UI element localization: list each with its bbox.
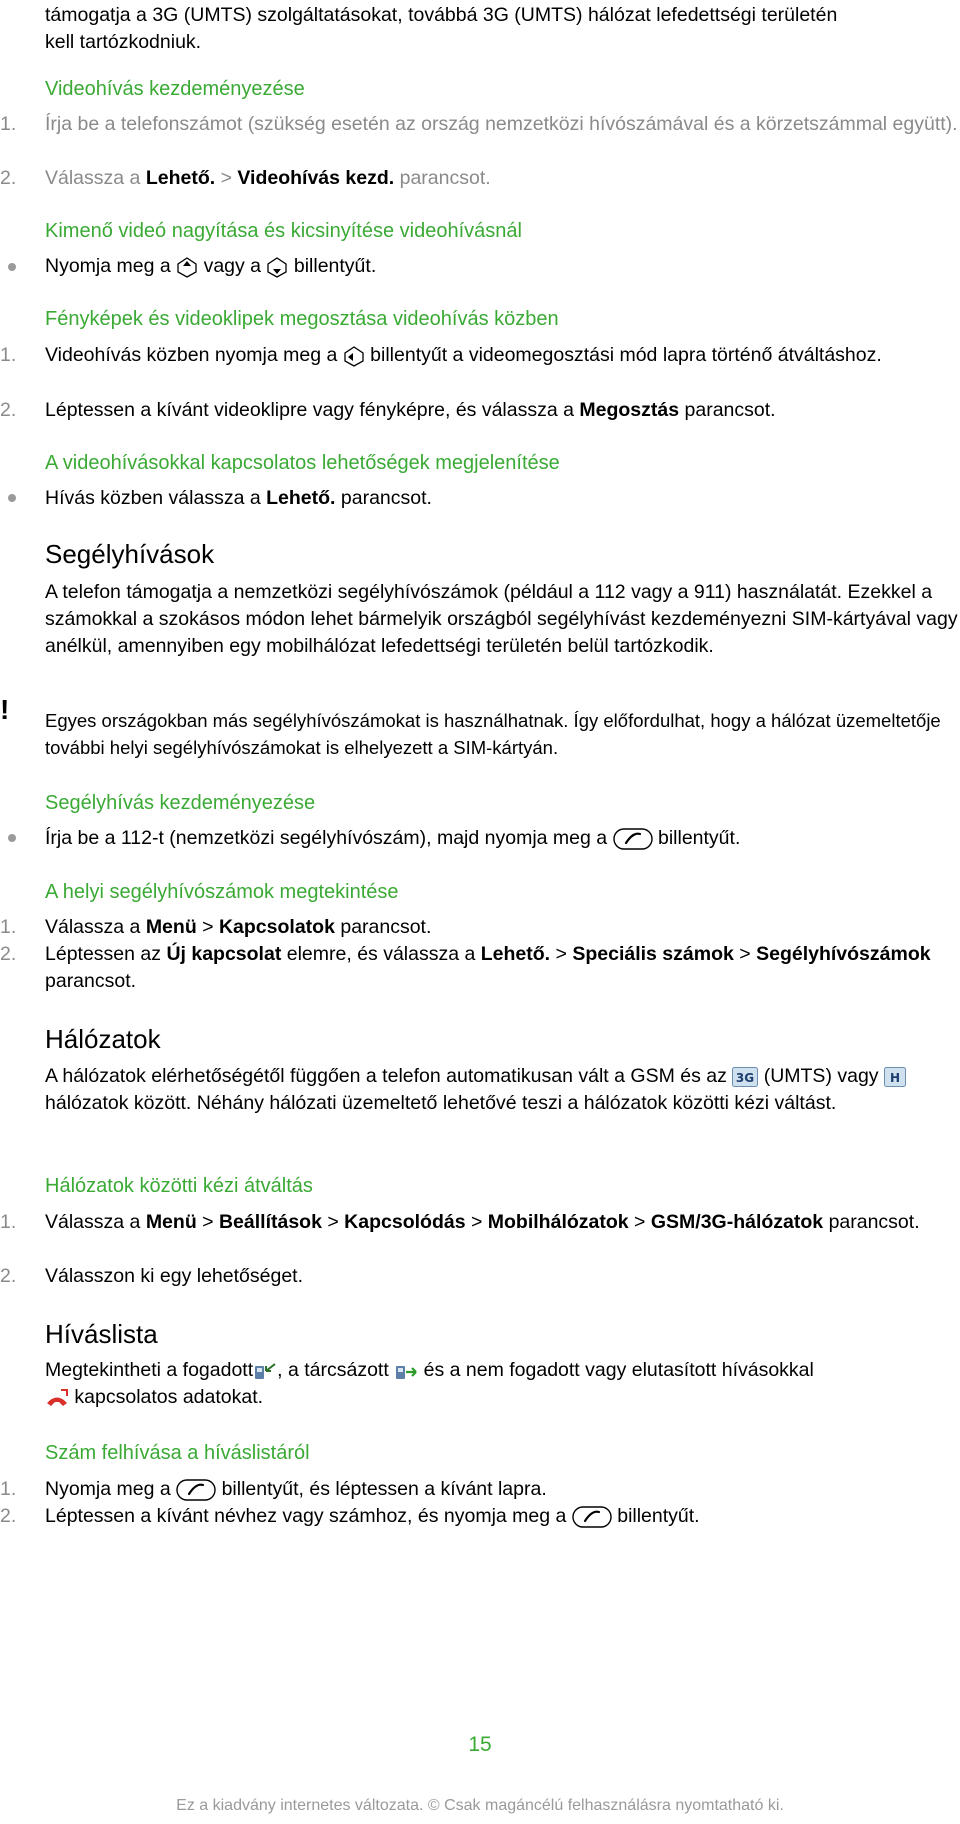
text: Léptessen a kívánt videoklipre vagy fényképre, és válassza a [45,399,574,421]
menu-term: Videohívás kezd. [237,167,395,189]
text: Videohívás közben nyomja meg a [45,344,338,366]
page-number: 15 [468,1733,492,1756]
zoom-instruction [45,253,958,280]
text: billentyűt, és léptessen a kívánt lapra. [221,1478,547,1500]
menu-term: Kapcsolatok [218,916,335,938]
text: elemre, és válassza a [286,943,476,965]
videocall-step-1: Írja be a telefonszámot (szükség esetén az ország nemzetközi hívószámával és a körzetszámmal együtt). [45,113,958,135]
call-list-paragraph [45,1357,958,1411]
separator: > [634,1211,646,1233]
menu-term: Speciális számok [572,943,734,965]
text: kapcsolatos adatokat. [74,1386,264,1408]
emergency-paragraph: A telefon támogatja a nemzetközi segélyhívószámok (például a 112 vagy a 911) használatát. Ezekkel a számokkal a szokásos módon lehet bármelyik országból segélyhívást kezdeményezni SIM-kártyával vagy anélkül, amennyiben egy mobilhálózat lefedettségi területén belül tartózkodik. [45,581,958,657]
emergency-title: Segélyhívások [45,539,215,569]
menu-term: Mobilhálózatok [487,1211,629,1233]
intro-text [45,2,958,56]
zoom-heading: Kimenő videó nagyítása és kicsinyítése videohívásnál [45,220,522,242]
call-list-title: Híváslista [45,1319,158,1349]
separator: > [739,943,751,965]
h-network-icon [884,1067,906,1087]
step-number: 2. [0,943,17,965]
options-heading: A videohívásokkal kapcsolatos lehetőségek megjelenítése [45,452,560,474]
menu-term: GSM/3G-hálózatok [650,1211,824,1233]
text: , a tárcsázott [277,1359,389,1381]
step-number: 2. [0,399,17,421]
text: hálózatok között. Néhány hálózati üzemeltető lehetővé teszi a hálózatok közötti kézi váltást. [45,1092,837,1114]
manual-switch-step-1 [45,1209,958,1236]
step-number: 2. [0,1265,17,1287]
manual-switch-step-2: Válasszon ki egy lehetőséget. [45,1265,303,1287]
step-number: 1. [0,344,17,366]
bullet [8,494,16,502]
bullet [8,834,16,842]
bullet [8,263,16,271]
text: Nyomja meg a [45,1478,171,1500]
menu-term: Segélyhívószámok [756,943,931,965]
separator: > [220,167,232,189]
text: Léptessen a kívánt névhez vagy számhoz, és nyomja meg a [45,1505,567,1527]
nav-up-icon [176,256,198,278]
text: Megtekintheti a fogadott [45,1359,254,1381]
local-numbers-step-2 [45,941,958,995]
svg-text:3G: 3G [736,1070,755,1085]
separator: > [202,1211,214,1233]
intro-line-1: támogatja a 3G (UMTS) szolgáltatásokat, továbbá 3G (UMTS) hálózat lefedettségi területén [45,4,838,26]
menu-term: Lehető. [266,487,336,509]
step-number: 2. [0,1505,17,1527]
call-key-icon [176,1479,216,1501]
step-number: 1. [0,1211,17,1233]
intro-line-2: kell tartózkodniuk. [45,31,202,53]
separator: > [327,1211,339,1233]
emergency-warning: Egyes országokban más segélyhívószámokat is használhatnak. Így előfordulhat, hogy a hálózat üzemeltetője további helyi segélyhívószámokat is elhelyezett a SIM-kártyán. [45,710,941,758]
footer-note: Ez a kiadvány internetes változata. © Csak magáncélú felhasználásra nyomtatható ki. [176,1797,784,1814]
text: Válassza a [45,916,141,938]
missed-call-icon [45,1388,69,1408]
text: billentyűt. [293,255,377,277]
text: parancsot. [45,970,137,992]
text: vagy [837,1065,879,1087]
text: és a nem fogadott vagy elutasított hívásokkal [423,1359,814,1381]
text: billentyűt. [657,827,741,849]
share-step-1 [45,342,958,369]
menu-term: Lehető. [145,167,216,189]
share-heading: Fényképek és videoklipek megosztása videohívás közben [45,308,559,330]
text: Válassza a [45,1211,141,1233]
menu-term: Megosztás [579,399,680,421]
text: Nyomja meg a [45,255,171,277]
text: parancsot. [340,916,432,938]
step-number: 1. [0,113,17,135]
menu-term: Menü [145,916,197,938]
text: billentyűt a videomegosztási mód lapra történő átváltáshoz. [370,344,882,366]
text: A hálózatok elérhetőségétől függően a telefon automatikusan vált a GSM és az [45,1065,727,1087]
menu-term: Menü [145,1211,197,1233]
local-numbers-heading: A helyi segélyhívószámok megtekintése [45,881,399,903]
call-from-list-step-2 [45,1503,958,1530]
text: parancsot. [340,487,432,509]
warning-icon: ! [0,694,10,725]
text: Hívás közben válassza a [45,487,261,509]
videocall-heading: Videohívás kezdeményezése [45,78,305,100]
text: vagy a [203,255,262,277]
3g-network-icon [732,1067,758,1087]
text: Írja be a 112-t (nemzetközi segélyhívószám), majd nyomja meg a [45,827,608,849]
nav-left-icon [343,345,365,367]
svg-text:H: H [889,1070,901,1085]
separator: > [470,1211,483,1233]
text: Léptessen az [45,943,162,965]
step-number: 2. [0,167,17,189]
text: billentyűt. [617,1505,700,1527]
separator: > [555,943,567,965]
text: Válassza a [45,167,141,189]
text: (UMTS) [763,1065,832,1087]
videocall-step-2 [45,165,958,192]
emergency-call-instruction [45,825,958,852]
menu-term: Beállítások [218,1211,322,1233]
menu-term: Kapcsolódás [344,1211,466,1233]
separator: > [202,916,214,938]
nav-down-icon [266,256,288,278]
local-numbers-step-1 [45,914,958,941]
call-from-list-step-1 [45,1476,958,1503]
manual-switch-heading: Hálózatok közötti kézi átváltás [45,1175,313,1197]
call-key-icon [613,828,653,850]
menu-term: Új kapcsolat [166,943,282,965]
emergency-call-heading: Segélyhívás kezdeményezése [45,792,316,814]
call-from-list-heading: Szám felhívása a híváslistáról [45,1442,310,1464]
text: parancsot. [399,167,491,189]
received-call-icon [253,1361,277,1381]
dialled-call-icon [394,1361,418,1381]
networks-paragraph [45,1063,958,1117]
options-instruction [45,485,958,512]
text: parancsot. [828,1211,920,1233]
step-number: 1. [0,916,17,938]
text: parancsot. [684,399,776,421]
menu-term: Lehető. [480,943,551,965]
networks-title: Hálózatok [45,1024,161,1054]
call-key-icon [572,1506,612,1528]
step-number: 1. [0,1478,17,1500]
share-step-2 [45,397,958,424]
